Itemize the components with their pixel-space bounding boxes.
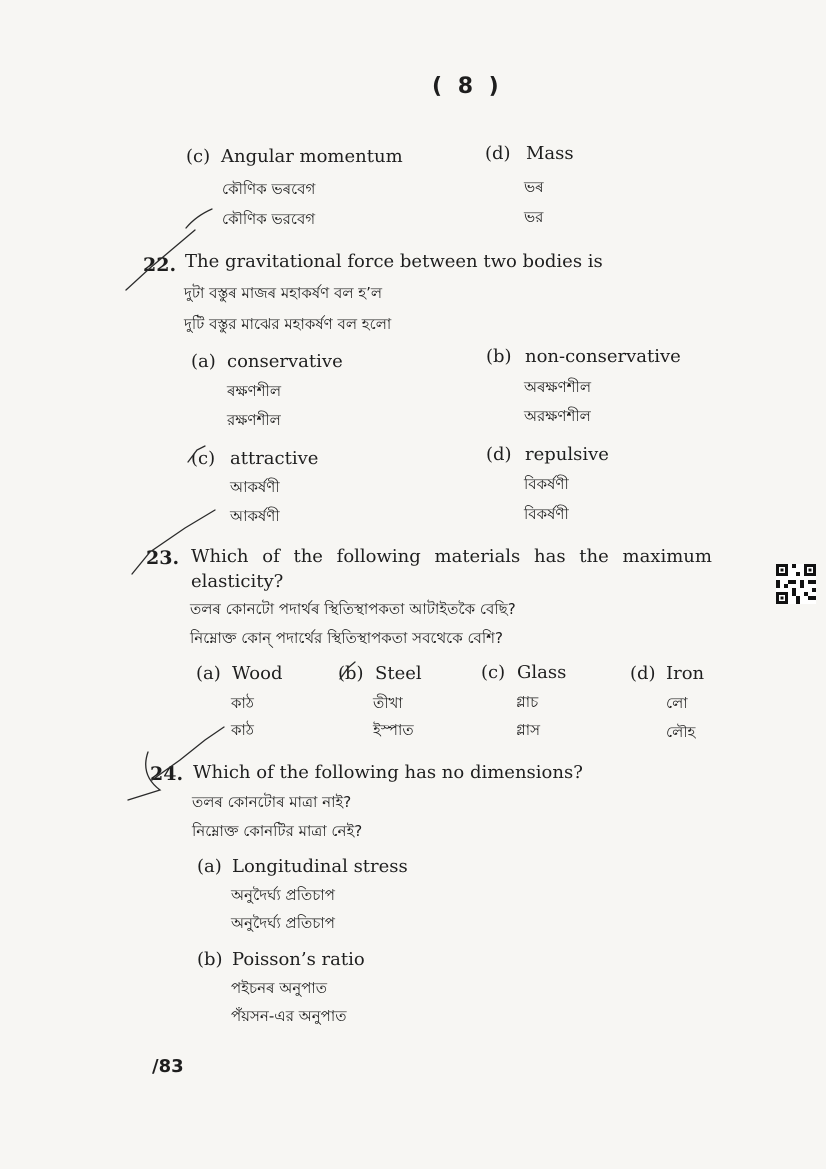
page-number: ( 8 ) (432, 74, 503, 99)
q24-question-english: Which of the following has no dimensions? (193, 762, 583, 783)
q22-option-b-label: (b) (486, 346, 512, 367)
pen-stroke-q23b (340, 662, 355, 679)
q23-option-d-bengali: লৌহ (666, 723, 696, 741)
q23-option-d-assamese: লো (666, 694, 688, 712)
q22-option-d-label: (d) (486, 444, 512, 465)
q23-option-b-label: (b) (338, 663, 364, 684)
q22-option-a-bengali: রক্ষণশীল (227, 411, 281, 429)
q22-option-d-bengali: বিকর্ষণী (524, 505, 569, 523)
q23-option-a-text: Wood (232, 663, 283, 684)
q22-number: 22. (143, 254, 177, 276)
q24-option-a-bengali: অনুদৈর্ঘ্য প্রতিচাপ (231, 914, 335, 932)
q23-option-b-assamese: তীখা (373, 694, 403, 712)
paper-code: /83 (152, 1056, 184, 1077)
q21-option-d-label: (d) (485, 143, 511, 164)
q24-number: 24. (150, 763, 184, 785)
q23-option-a-assamese: কাঠ (231, 694, 254, 712)
q24-question-assamese: তলৰ কোনটোৰ মাত্ৰা নাই? (192, 793, 352, 811)
q23-question-english-line1: Which of the following materials has the maximum (191, 546, 712, 567)
q24-option-b-assamese: পইচনৰ অনুপাত (231, 979, 327, 997)
q22-option-b-assamese: অৰক্ষণশীল (524, 378, 592, 396)
q22-question-assamese: দুটা বস্তুৰ মাজৰ মহাকৰ্ষণ বল হ’ল (184, 284, 383, 302)
q22-option-c-bengali: আকর্ষণী (230, 507, 280, 525)
pen-stroke-q21 (186, 209, 212, 228)
pen-stroke-q22 (126, 230, 195, 290)
pen-stroke-q23 (132, 510, 215, 574)
q22-option-a-text: conservative (227, 351, 343, 372)
q23-option-b-bengali: ইস্পাত (373, 721, 414, 739)
q24-option-b-label: (b) (197, 949, 223, 970)
q22-option-d-text: repulsive (525, 444, 609, 465)
q22-option-c-text: attractive (230, 448, 319, 469)
q22-option-a-assamese: ৰক্ষণশীল (227, 382, 282, 400)
q22-option-a-label: (a) (191, 351, 216, 372)
q23-option-c-label: (c) (481, 662, 506, 683)
q22-option-d-assamese: বিকৰ্ষণী (524, 475, 569, 493)
q21-option-c-bengali: কৌণিক ভরবেগ (222, 210, 316, 228)
q21-option-d-text: Mass (526, 143, 574, 164)
q23-option-d-text: Iron (666, 663, 705, 684)
q21-option-d-assamese: ভৰ (524, 178, 544, 196)
q23-option-c-bengali: গ্লাস (516, 721, 540, 739)
q22-question-english: The gravitational force between two bodies is (185, 251, 603, 272)
q23-option-a-bengali: কাঠ (231, 721, 254, 739)
q21-option-c-assamese: কৌণিক ভৰবেগ (222, 180, 316, 198)
q23-option-b-text: Steel (375, 663, 422, 684)
q22-option-b-text: non-conservative (525, 346, 681, 367)
q24-option-b-text: Poisson’s ratio (232, 949, 365, 970)
q23-number: 23. (146, 547, 180, 569)
q23-option-a-label: (a) (196, 663, 221, 684)
q24-option-a-text: Longitudinal stress (232, 856, 408, 877)
q21-option-c-text: Angular momentum (221, 146, 403, 167)
q23-question-bengali: নিম্নোক্ত কোন্ পদার্থের স্থিতিস্থাপকতা সবথেকে বেশি? (190, 629, 504, 647)
q22-question-bengali: দুটি বস্তুর মাঝের মহাকর্ষণ বল হলো (184, 315, 392, 333)
q24-question-bengali: নিম্নোক্ত কোনটির মাত্রা নেই? (192, 822, 363, 840)
q21-option-c-label: (c) (186, 146, 211, 167)
q23-option-d-label: (d) (630, 663, 656, 684)
q22-option-b-bengali: অরক্ষণশীল (524, 407, 591, 425)
q24-option-b-bengali: পঁয়সন-এর অনুপাত (231, 1007, 347, 1025)
pen-stroke-q24 (152, 727, 224, 780)
pen-stroke-q22c (188, 446, 205, 462)
q23-option-c-text: Glass (517, 662, 567, 683)
q23-question-assamese: তলৰ কোনটো পদাৰ্থৰ স্থিতিস্থাপকতা আটাইতকৈ বেছি? (190, 600, 516, 618)
q24-option-a-label: (a) (197, 856, 222, 877)
q22-option-c-assamese: আকৰ্ষণী (230, 478, 280, 496)
q23-question-english-line2: elasticity? (191, 571, 284, 592)
q23-option-c-assamese: গ্লাচ (516, 693, 539, 711)
q22-option-c-label: (c) (191, 448, 216, 469)
q21-option-d-bengali: ভর (524, 208, 544, 226)
pen-stroke-q24-circle (128, 752, 160, 800)
q24-option-a-assamese: অনুদৈৰ্ঘ্য প্ৰতিচাপ (231, 886, 335, 904)
